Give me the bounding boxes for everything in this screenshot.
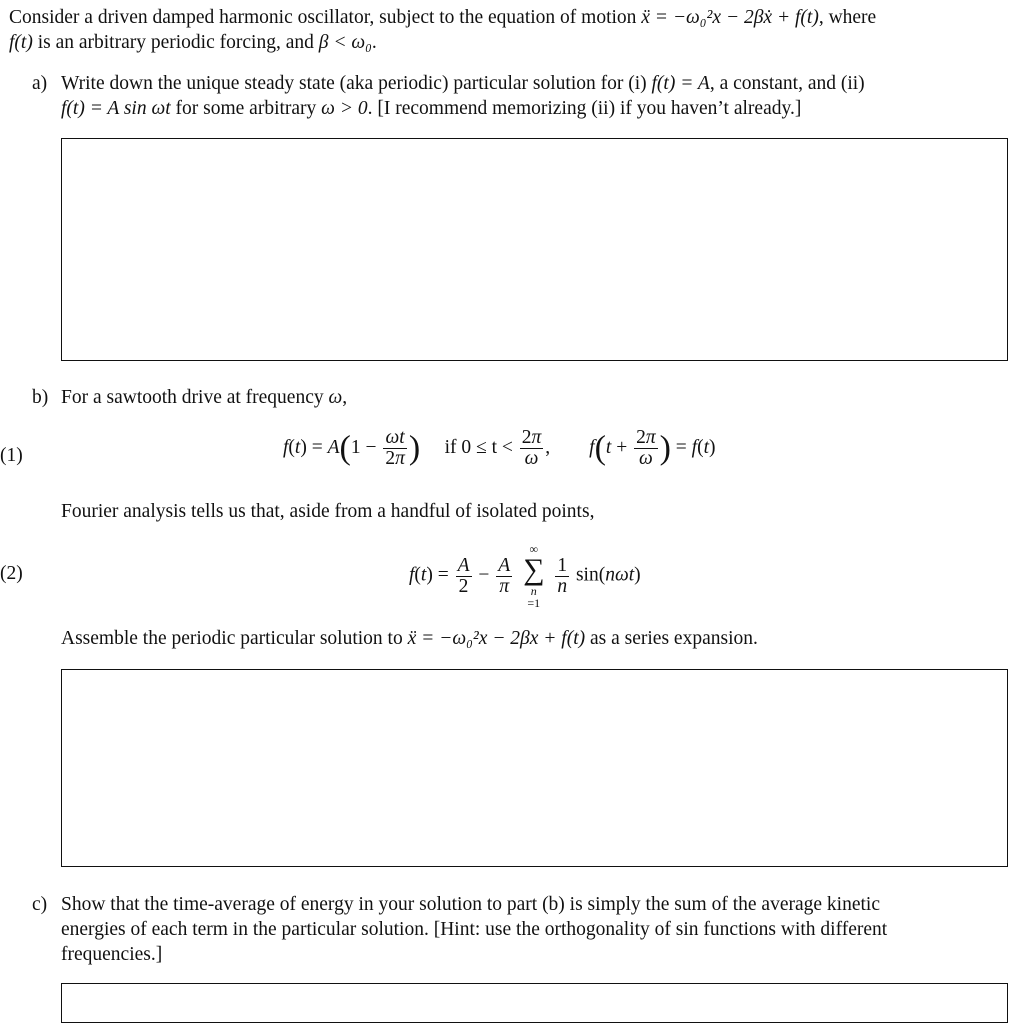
part-b-intro bbox=[61, 386, 347, 410]
part-b-assemble bbox=[61, 627, 758, 651]
part-a-text-4: . [I recommend memorizing (ii) if you haven’t already.] bbox=[367, 98, 802, 119]
part-c-label: c) bbox=[32, 894, 48, 915]
damping-condition: β < ω₀ bbox=[318, 32, 372, 53]
intro-line-2 bbox=[9, 31, 377, 55]
part-a-text: Write down the unique steady state (aka periodic) particular solution for (i) bbox=[61, 73, 652, 94]
constant-forcing: f(t) = A bbox=[651, 73, 710, 94]
omega-symbol: ω bbox=[328, 387, 343, 408]
answer-box-c[interactable] bbox=[61, 983, 1008, 1023]
equation-number-2: (2) bbox=[0, 563, 23, 584]
fourier-text: Fourier analysis tells us that, aside from a handful of isolated points, bbox=[61, 501, 595, 522]
intro-text-end: , where bbox=[818, 7, 877, 28]
part-b-label: b) bbox=[32, 387, 49, 408]
forcing-symbol: f(t) bbox=[9, 32, 33, 53]
answer-box-b[interactable] bbox=[61, 669, 1008, 867]
part-a-label: a) bbox=[32, 73, 48, 94]
intro-text-2: is an arbitrary periodic forcing, and bbox=[32, 32, 319, 53]
part-a-line-2 bbox=[61, 97, 801, 121]
intro-period: . bbox=[371, 32, 377, 53]
sinusoidal-forcing: f(t) = A sin ωt bbox=[61, 98, 171, 119]
part-b-intro-text: For a sawtooth drive at frequency bbox=[61, 387, 329, 408]
assemble-equation: ẍ = −ω₀²x − 2βx + f(t) bbox=[407, 628, 586, 649]
part-c-line-2: energies of each term in the particular solution. [Hint: use the orthogonality of sin functions with different bbox=[61, 919, 888, 940]
part-b-intro-end: , bbox=[342, 387, 348, 408]
equation-number-1: (1) bbox=[0, 445, 23, 466]
sawtooth-condition: if 0 ≤ t < bbox=[444, 436, 513, 458]
frequency-condition: ω > 0 bbox=[321, 98, 368, 119]
part-a-line-1 bbox=[61, 72, 865, 96]
part-c-line-3: frequencies.] bbox=[61, 944, 163, 965]
assemble-text-end: as a series expansion. bbox=[585, 628, 758, 649]
sawtooth-equation: f(t) = A(1 − $\frac{\omega t}{2\pi}$ ) if 0 ≤ t < $\frac{2\pi}{\omega}$ , f(t + $\frac{2\pi}{\omega}$ ) = f(t) bbox=[283, 427, 716, 469]
equation-of-motion: ẍ = −ω₀²x − 2βẋ + f(t) bbox=[641, 7, 819, 28]
part-a-text-2: , a constant, and (ii) bbox=[709, 73, 865, 94]
fourier-series-equation: f(t) = $\frac{A}{2}$ − $\frac{A}{\pi}$ ∞ ∑ n =1 $\frac{1}{n}$ sin(nωt) bbox=[409, 542, 641, 610]
answer-box-a[interactable] bbox=[61, 138, 1008, 361]
assemble-text: Assemble the periodic particular solution to bbox=[61, 628, 408, 649]
part-a-text-3: for some arbitrary bbox=[170, 98, 322, 119]
intro-line-1 bbox=[9, 6, 876, 30]
part-c-line-1: Show that the time-average of energy in your solution to part (b) is simply the sum of the average kinetic bbox=[61, 894, 880, 915]
intro-text: Consider a driven damped harmonic oscillator, subject to the equation of motion bbox=[9, 7, 642, 28]
